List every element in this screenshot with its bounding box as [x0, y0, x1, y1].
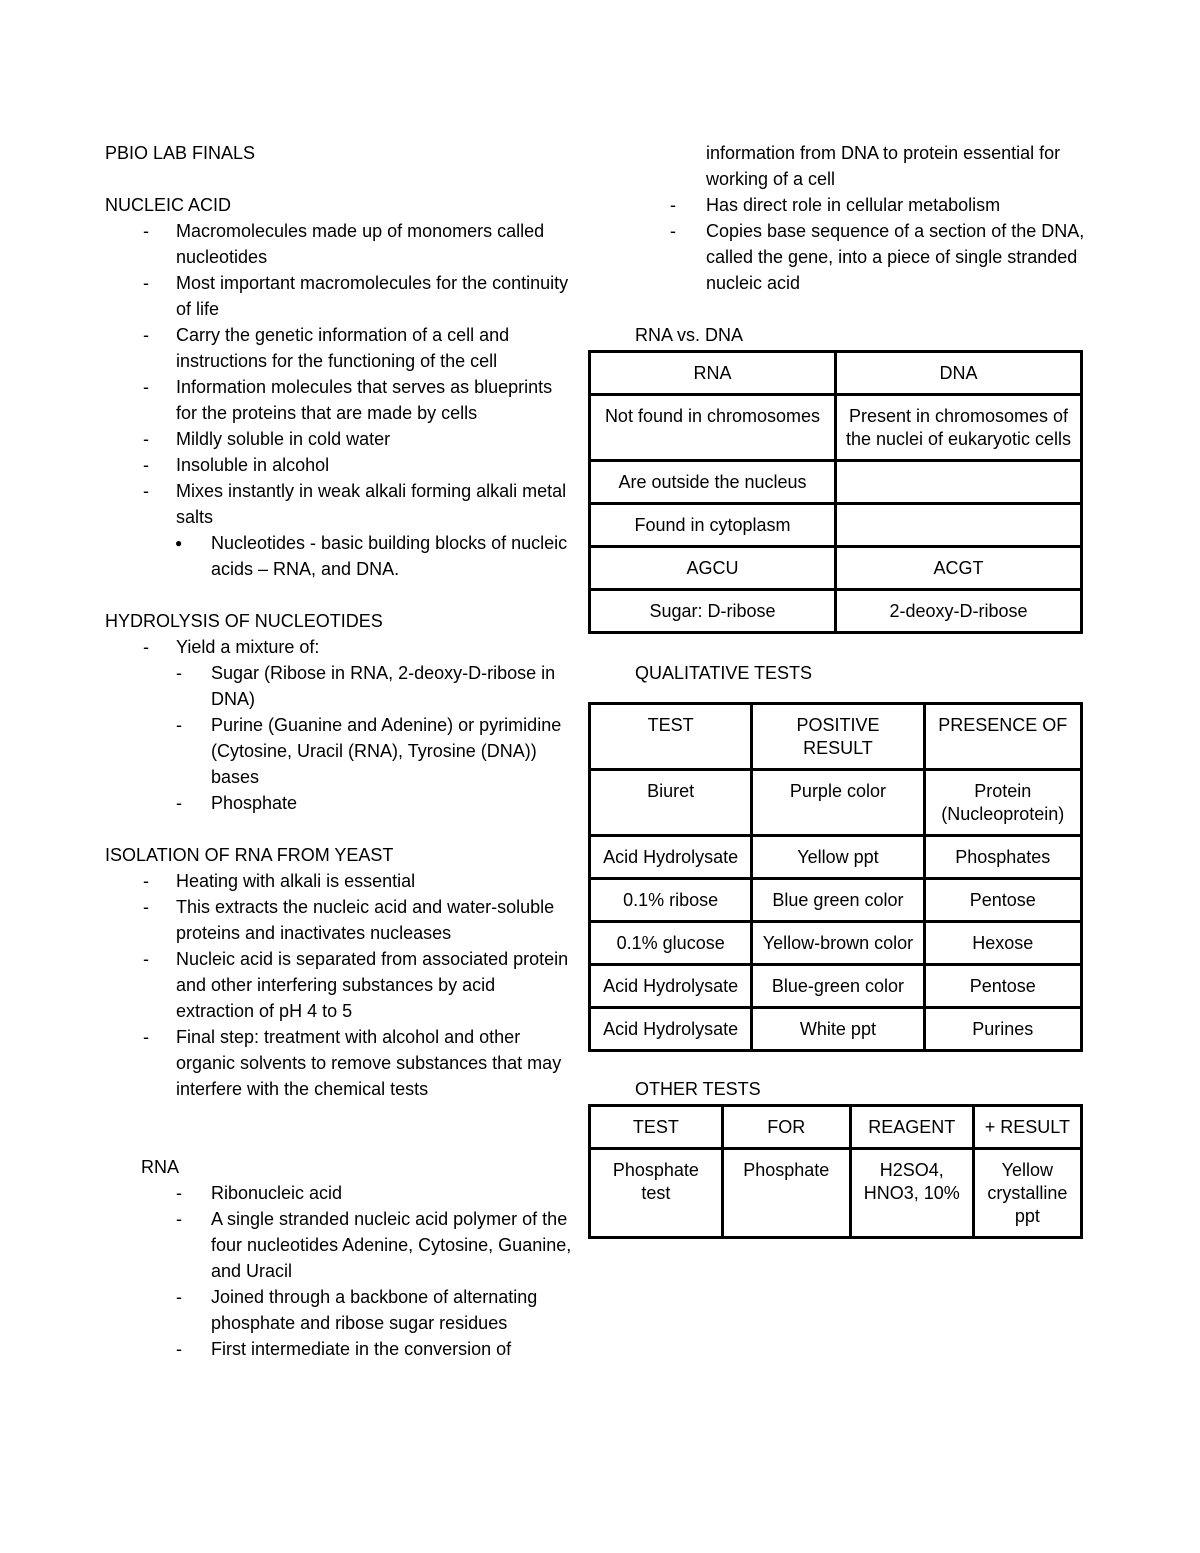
table-cell: Sugar: D-ribose	[590, 590, 836, 633]
list-item: - Joined through a backbone of alternating phosphate and ribose sugar residues	[105, 1284, 575, 1336]
table-cell: Found in cytoplasm	[590, 504, 836, 547]
table-row	[590, 965, 1082, 1008]
list-item: - Final step: treatment with alcohol and other organic solvents to remove substances that may interfere with the chemical tests	[105, 1024, 575, 1102]
list-item: - Nucleic acid is separated from associated protein and other interfering substances by acid extraction of pH 4 to 5	[105, 946, 575, 1024]
list-item: ● Nucleotides - basic building blocks of nucleic acids – RNA, and DNA.	[105, 530, 575, 582]
list-item: - Most important macromolecules for the continuity of life	[105, 270, 575, 322]
table-cell: 0.1% glucose	[590, 922, 752, 965]
list-item: - Has direct role in cellular metabolism	[588, 192, 1088, 218]
qualitative-tests-table	[588, 702, 1083, 1052]
table-row	[590, 1008, 1082, 1051]
table-cell: Biuret	[590, 770, 752, 836]
table-header-cell: RNA	[590, 352, 836, 395]
list-item: - Purine (Guanine and Adenine) or pyrimidine (Cytosine, Uracil (RNA), Tyrosine (DNA)) bases	[105, 712, 575, 790]
list-item: - Macromolecules made up of monomers called nucleotides	[105, 218, 575, 270]
table-cell: Phosphates	[924, 836, 1081, 879]
list-item: - Sugar (Ribose in RNA, 2-deoxy-D-ribose in DNA)	[105, 660, 575, 712]
table-cell: ACGT	[836, 547, 1082, 590]
nucleic-acid-list	[105, 218, 575, 530]
table-cell: 0.1% ribose	[590, 879, 752, 922]
table-header-cell: PRESENCE OF	[924, 704, 1081, 770]
table-cell: Phosphate test	[590, 1149, 723, 1238]
table-cell: Blue-green color	[752, 965, 924, 1008]
rna-vs-dna-table	[588, 350, 1083, 634]
table-row	[590, 395, 1082, 461]
table-cell: Acid Hydrolysate	[590, 1008, 752, 1051]
table-cell: Present in chromosomes of the nuclei of eukaryotic cells	[836, 395, 1082, 461]
list-item: - Yield a mixture of:	[105, 634, 575, 660]
qualitative-tests-title: QUALITATIVE TESTS	[635, 663, 813, 683]
table-cell: Phosphate	[722, 1149, 850, 1238]
table-header-cell: TEST	[590, 704, 752, 770]
nucleic-acid-heading: NUCLEIC ACID	[105, 195, 232, 215]
table-cell: Yellow-brown color	[752, 922, 924, 965]
list-item: - Insoluble in alcohol	[105, 452, 575, 478]
right-column	[588, 140, 1088, 1239]
rna-heading: RNA	[141, 1157, 180, 1177]
table-cell: AGCU	[590, 547, 836, 590]
rna-continued-list	[588, 140, 1088, 296]
table-cell	[836, 461, 1082, 504]
other-tests-table	[588, 1104, 1083, 1239]
table-cell: Hexose	[924, 922, 1081, 965]
list-item: - Phosphate	[105, 790, 575, 816]
table-cell: H2SO4, HNO3, 10%	[850, 1149, 973, 1238]
table-cell: Acid Hydrolysate	[590, 965, 752, 1008]
table-row	[590, 590, 1082, 633]
table-cell: Protein (Nucleoprotein)	[924, 770, 1081, 836]
list-item: - Heating with alkali is essential	[105, 868, 575, 894]
list-item: - First intermediate in the conversion of	[105, 1336, 575, 1362]
table-header-row	[590, 1106, 1082, 1149]
rna-list	[105, 1180, 575, 1362]
list-item: - Mixes instantly in weak alkali forming alkali metal salts	[105, 478, 575, 530]
table-cell: Acid Hydrolysate	[590, 836, 752, 879]
table-row	[590, 879, 1082, 922]
list-item: - Copies base sequence of a section of the DNA, called the gene, into a piece of single stranded nucleic acid	[588, 218, 1088, 296]
table-cell	[836, 504, 1082, 547]
document-title: PBIO LAB FINALS	[105, 143, 256, 163]
table-cell: Purple color	[752, 770, 924, 836]
table-cell: Are outside the nucleus	[590, 461, 836, 504]
table-cell: Purines	[924, 1008, 1081, 1051]
table-row	[590, 770, 1082, 836]
list-item: - Information molecules that serves as blueprints for the proteins that are made by cells	[105, 374, 575, 426]
table-row	[590, 836, 1082, 879]
table-header-cell: + RESULT	[973, 1106, 1081, 1149]
table-row	[590, 547, 1082, 590]
table-row	[590, 922, 1082, 965]
list-item: - A single stranded nucleic acid polymer of the four nucleotides Adenine, Cytosine, Guanine, and Uracil	[105, 1206, 575, 1284]
table-cell: Not found in chromosomes	[590, 395, 836, 461]
table-row	[590, 461, 1082, 504]
table-header-cell: DNA	[836, 352, 1082, 395]
table-cell: Yellow ppt	[752, 836, 924, 879]
table-header-cell: FOR	[722, 1106, 850, 1149]
table-cell: 2-deoxy-D-ribose	[836, 590, 1082, 633]
list-item: - This extracts the nucleic acid and water-soluble proteins and inactivates nucleases	[105, 894, 575, 946]
table-header-cell: REAGENT	[850, 1106, 973, 1149]
table-cell: Pentose	[924, 965, 1081, 1008]
list-item: - Mildly soluble in cold water	[105, 426, 575, 452]
table-header-row	[590, 352, 1082, 395]
table-cell: White ppt	[752, 1008, 924, 1051]
table-header-row	[590, 704, 1082, 770]
table-row	[590, 504, 1082, 547]
isolation-list	[105, 868, 575, 1102]
hydrolysis-heading: HYDROLYSIS OF NUCLEOTIDES	[105, 611, 383, 631]
table-cell: Yellow crystalline ppt	[973, 1149, 1081, 1238]
table-row	[590, 1149, 1082, 1238]
left-column	[105, 140, 575, 1362]
list-item: - Carry the genetic information of a cell and instructions for the functioning of the cell	[105, 322, 575, 374]
table-cell: Blue green color	[752, 879, 924, 922]
hydrolysis-list	[105, 634, 575, 660]
table-header-cell: TEST	[590, 1106, 723, 1149]
rna-vs-dna-title: RNA vs. DNA	[635, 325, 744, 345]
other-tests-title: OTHER TESTS	[635, 1079, 761, 1099]
table-header-cell: POSITIVE RESULT	[752, 704, 924, 770]
list-item: - Ribonucleic acid	[105, 1180, 575, 1206]
hydrolysis-sublist	[105, 660, 575, 816]
isolation-heading: ISOLATION OF RNA FROM YEAST	[105, 845, 394, 865]
nucleic-acid-sublist	[105, 530, 575, 582]
list-item: information from DNA to protein essential for working of a cell	[706, 143, 1061, 189]
table-cell: Pentose	[924, 879, 1081, 922]
